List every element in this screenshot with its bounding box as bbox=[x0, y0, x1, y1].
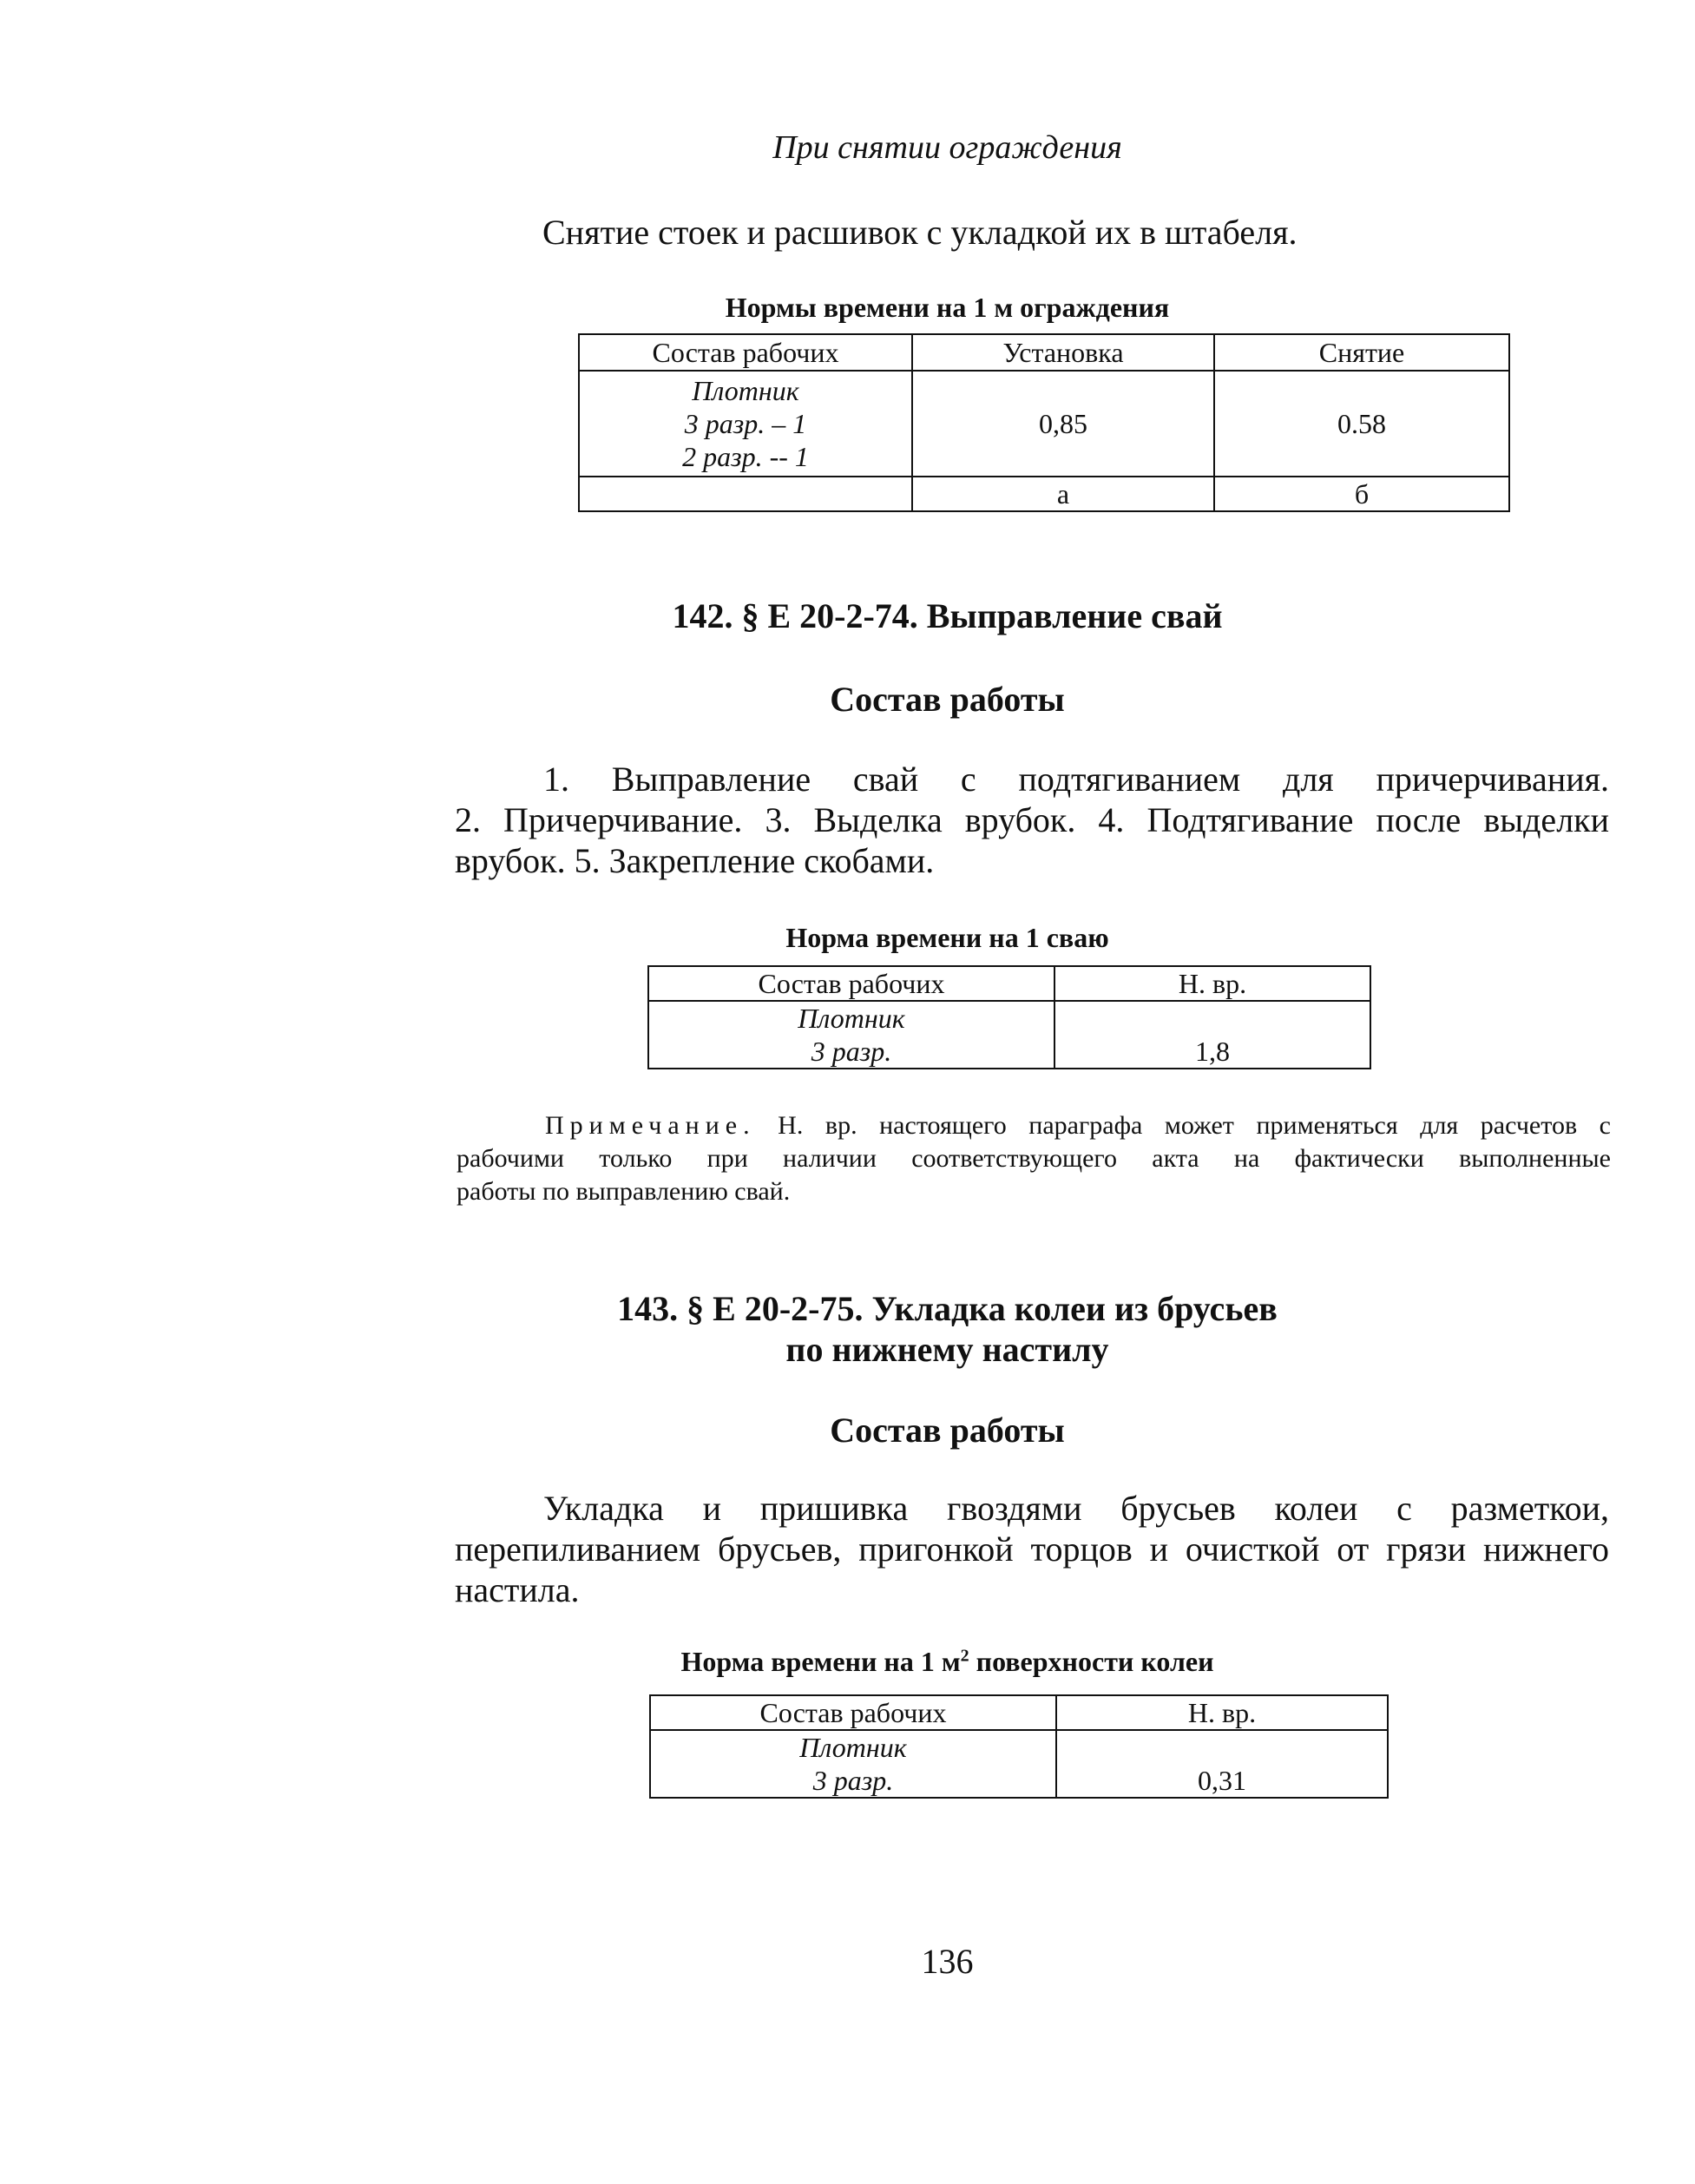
table1 bbox=[578, 333, 1510, 512]
section143-work-line1: Укладка и пришивка гвоздями брусьев колеи с разметкои, bbox=[543, 1489, 1609, 1528]
section143-work-line3: настила. bbox=[455, 1570, 580, 1609]
section142-value-cell bbox=[1054, 1001, 1370, 1069]
section142-note-line1 bbox=[457, 1109, 1611, 1142]
section142-work-heading: Состав работы bbox=[830, 680, 1065, 719]
section143-work-line2: перепиливанием брусьев, пригонкой торцов и очисткой от грязи нижнего bbox=[455, 1529, 1609, 1569]
section143-table bbox=[649, 1694, 1389, 1799]
table1-header-remove: Снятие bbox=[1214, 334, 1509, 371]
section142-worker-cell bbox=[648, 1001, 1054, 1069]
table1-title: Нормы времени на 1 м ограждения bbox=[725, 292, 1170, 323]
section143-worker-trade: Плотник bbox=[799, 1732, 907, 1763]
section143-value-cell bbox=[1056, 1730, 1388, 1798]
section142-work-text bbox=[455, 759, 1609, 881]
section143-value: 0,31 bbox=[1198, 1765, 1246, 1796]
section142-note-line2: рабочими только при наличии соответствующего акта на фактически выполненные bbox=[457, 1144, 1611, 1173]
section143-title-line2: по нижнему настилу bbox=[785, 1330, 1109, 1369]
note-line1-text: Н. вр. настоящего параграфа может применяться для расчетов с bbox=[778, 1111, 1611, 1140]
table1-value-install: 0,85 bbox=[912, 371, 1214, 477]
table1-letter-b: б bbox=[1214, 477, 1509, 511]
section142-value: 1,8 bbox=[1195, 1036, 1230, 1067]
section142-title: 142. § Е 20-2-74. Выправление свай bbox=[672, 596, 1223, 635]
section142-note bbox=[457, 1109, 1611, 1208]
note-label: Примечание. bbox=[545, 1111, 756, 1140]
section142-worker-grade: 3 разр. bbox=[811, 1036, 892, 1067]
section142-table bbox=[647, 965, 1371, 1069]
section142-header-workers: Состав рабочих bbox=[648, 966, 1054, 1001]
section143-table-title-sup: 2 bbox=[960, 1646, 969, 1666]
table1-letter-empty bbox=[579, 477, 912, 511]
section143-header-workers: Состав рабочих bbox=[650, 1695, 1056, 1730]
section143-table-title bbox=[0, 1646, 1695, 1678]
section143-title bbox=[0, 1288, 1695, 1370]
section142-note-line3: работы по выправлению свай. bbox=[457, 1177, 791, 1206]
section142-header-norm: Н. вр. bbox=[1054, 966, 1370, 1001]
section143-work-heading: Состав работы bbox=[830, 1411, 1065, 1450]
section143-header-norm: Н. вр. bbox=[1056, 1695, 1388, 1730]
section142-worker-trade: Плотник bbox=[798, 1003, 905, 1034]
table1-worker-grade2: 2 разр. -- 1 bbox=[682, 441, 809, 472]
section143-work-text bbox=[455, 1488, 1609, 1610]
section142-work-line1: 1. Выправление свай с подтягиванием для причерчивания. bbox=[543, 760, 1609, 799]
table1-header-workers: Состав рабочих bbox=[579, 334, 912, 371]
table1-value-remove: 0.58 bbox=[1214, 371, 1509, 477]
subheading bbox=[0, 128, 1695, 167]
table1-worker-grade1: 3 разр. – 1 bbox=[684, 408, 807, 439]
table1-letter-a: а bbox=[912, 477, 1214, 511]
table1-worker-trade: Плотник bbox=[692, 375, 799, 406]
subheading-text: При снятии ограждения bbox=[772, 129, 1122, 166]
table1-header-install: Установка bbox=[912, 334, 1214, 371]
section143-worker-cell bbox=[650, 1730, 1056, 1798]
page-number: 136 bbox=[921, 1942, 974, 1981]
intro-line: Снятие стоек и расшивок с укладкой их в штабеля. bbox=[542, 213, 1298, 252]
section143-table-title-pre: Норма времени на 1 м bbox=[680, 1646, 961, 1677]
section142-table-title: Норма времени на 1 сваю bbox=[785, 922, 1109, 953]
section143-title-line1: 143. § Е 20-2-75. Укладка колеи из брусьев bbox=[617, 1289, 1278, 1328]
section142-work-line2: 2. Причерчивание. 3. Выделка врубок. 4. Подтягивание после выделки bbox=[455, 800, 1609, 839]
section142-work-line3: врубок. 5. Закрепление скобами. bbox=[455, 841, 935, 880]
section143-table-title-post: поверхности колеи bbox=[969, 1646, 1214, 1677]
table1-worker-cell bbox=[579, 371, 912, 477]
section143-worker-grade: 3 разр. bbox=[812, 1765, 894, 1796]
